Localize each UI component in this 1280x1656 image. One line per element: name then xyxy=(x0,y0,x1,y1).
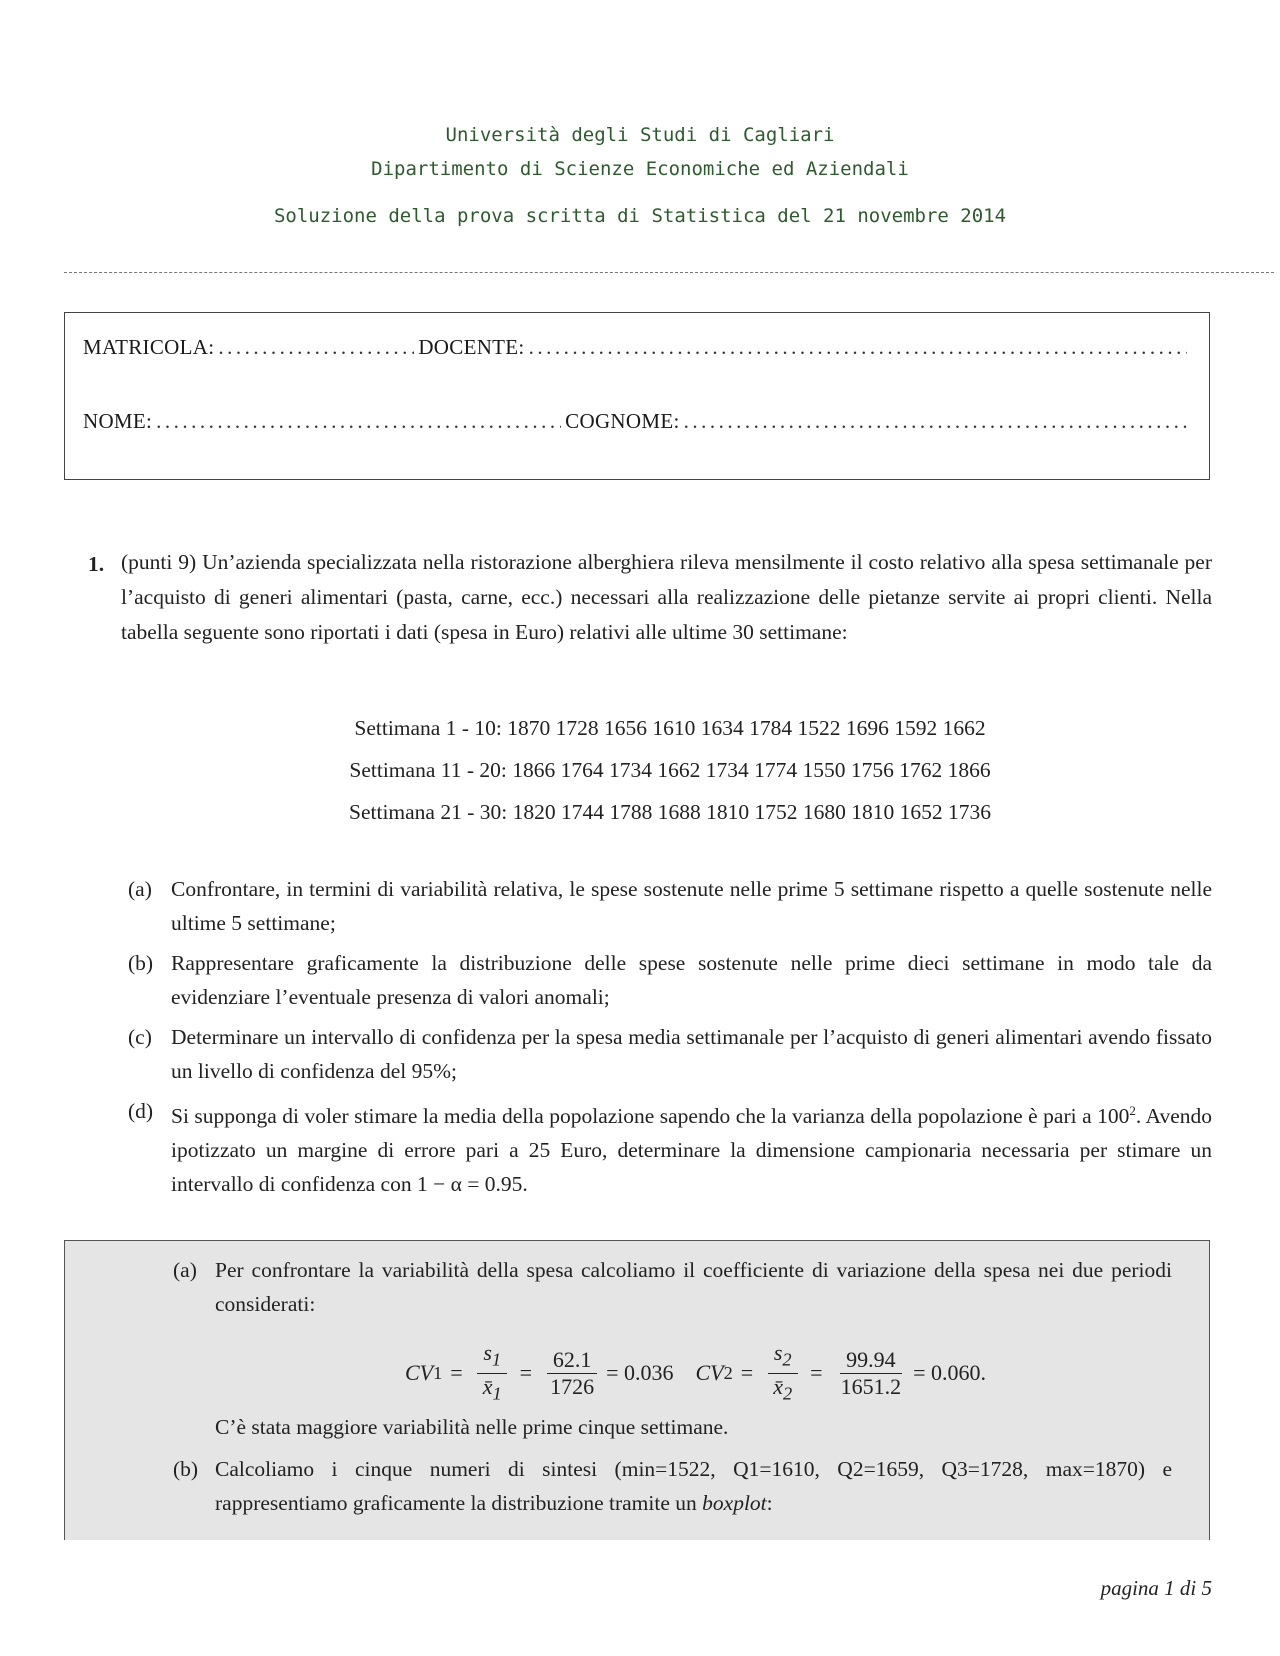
item-d-text-part1: Si supponga di voler stimare la media della popolazione sapendo che la varianza della popolazione è pari a 100 xyxy=(171,1104,1130,1129)
cv1-symbol: CV xyxy=(405,1360,434,1385)
boxplot-term: boxplot xyxy=(702,1491,767,1515)
solution-a-text: Per confrontare la variabilità della spesa calcoliamo il coefficiente di variazione della spesa nei due periodi considerati: xyxy=(215,1258,1172,1316)
nome-field[interactable] xyxy=(156,409,561,434)
student-id-box xyxy=(64,312,1210,480)
solution-a-label: (a) xyxy=(173,1258,197,1282)
data-row-1: Settimana 1 - 10: 1870 1728 1656 1610 1634 1784 1522 1696 1592 1662 xyxy=(354,716,986,740)
solution-b-text-part1: Calcoliamo i cinque numeri di sintesi (min=1522, Q1=1610, Q2=1659, Q3=1728, max=1870) e rappresentiamo graficamente la distribuzione tramite un xyxy=(215,1457,1172,1515)
header-divider xyxy=(64,272,1274,273)
cv2-subscript: 2 xyxy=(723,1362,733,1383)
solution-a-conclusion: C’è stata maggiore variabilità nelle prime cinque settimane. xyxy=(215,1415,729,1439)
id-line-1 xyxy=(83,335,1191,363)
cognome-label: COGNOME: xyxy=(565,409,680,433)
item-b-label: (b) xyxy=(128,951,154,975)
frac-99-1651: $\frac{99.94}{1651.2}$ xyxy=(840,1346,902,1399)
data-row-3: Settimana 21 - 30: 1820 1744 1788 1688 1810 1752 1680 1810 1652 1736 xyxy=(349,800,991,824)
cv1-result: = 0.036 xyxy=(606,1360,674,1385)
solution-box xyxy=(64,1240,1210,1540)
cv2-symbol: CV xyxy=(695,1360,724,1385)
cv-formula: CV 1 = $\frac{s_1}{x̄_1}$ = $\frac{62.1}{1726}$ = 0.036 CV 2 = $\frac{s_2}{x̄_2}$ = $\frac{99.94}{1651.2}$ = 0.060. xyxy=(405,1341,986,1405)
question-number: 1. xyxy=(88,552,105,576)
id-line-2 xyxy=(83,409,1191,437)
item-c-text: Determinare un intervallo di confidenza per la spesa media settimanale per l’acquisto di generi alimentari avendo fissato un livello di confidenza del 95%; xyxy=(171,1025,1212,1083)
data-row-2: Settimana 11 - 20: 1866 1764 1734 1662 1734 1774 1550 1756 1762 1866 xyxy=(349,758,991,782)
frac-s2-x2: $\frac{s_2}{x̄_2}$ xyxy=(767,1340,798,1406)
item-b-text: Rappresentare graficamente la distribuzione delle spese sostenute nelle prime dieci settimane in modo tale da evidenziare l’eventuale presenza di valori anomali; xyxy=(171,951,1212,1009)
matricola-label: MATRICOLA: xyxy=(83,335,215,359)
page-number: pagina 1 di 5 xyxy=(1100,1576,1212,1600)
solution-b-text xyxy=(215,1452,1172,1520)
university-name: Università degli Studi di Cagliari xyxy=(445,124,835,146)
exam-title: Soluzione della prova scritta di Statistica del 21 novembre 2014 xyxy=(273,205,1007,227)
cognome-field[interactable] xyxy=(684,409,1187,434)
frac-s1-x1: $\frac{s_1}{x̄_1}$ xyxy=(477,1340,508,1406)
department-name: Dipartimento di Scienze Economiche ed Aziendali xyxy=(371,158,909,180)
docente-label: DOCENTE: xyxy=(418,335,525,359)
nome-label: NOME: xyxy=(83,409,153,433)
cv1-subscript: 1 xyxy=(433,1362,443,1383)
item-c-label: (c) xyxy=(128,1025,152,1049)
item-a-text: Confrontare, in termini di variabilità relativa, le spese sostenute nelle prime 5 settimane rispetto a quelle sostenute nelle ultime 5 settimane; xyxy=(171,877,1212,935)
cv2-result: = 0.060. xyxy=(913,1360,986,1385)
item-a-label: (a) xyxy=(128,877,152,901)
item-d-text-part2: . Avendo ipotizzato un margine di errore pari a 25 Euro, determinare la dimensione campionaria necessaria per stimare un intervallo di confidenza con 1 − α = 0.95. xyxy=(171,1104,1212,1197)
item-d-exponent: 2 xyxy=(1129,1103,1136,1118)
question-text: (punti 9) Un’azienda specializzata nella ristorazione alberghiera rileva mensilmente il costo relativo alla spesa settimanale per l’acquisto di generi alimentari (pasta, carne, ecc.) necessari alla realizzazione delle pietanze servite ai propri clienti. Nella tabella seguente sono riportati i dati (spesa in Euro) relativi alle ultime 30 settimane: xyxy=(121,550,1212,644)
item-d-label: (d) xyxy=(128,1099,154,1123)
docente-field[interactable] xyxy=(529,335,1187,360)
solution-b-text-part2: : xyxy=(766,1491,773,1515)
solution-b-label: (b) xyxy=(173,1457,199,1481)
matricola-field[interactable] xyxy=(218,335,414,360)
frac-62-1726: $\frac{62.1}{1726}$ xyxy=(544,1347,600,1400)
item-d-text xyxy=(171,1094,1212,1201)
